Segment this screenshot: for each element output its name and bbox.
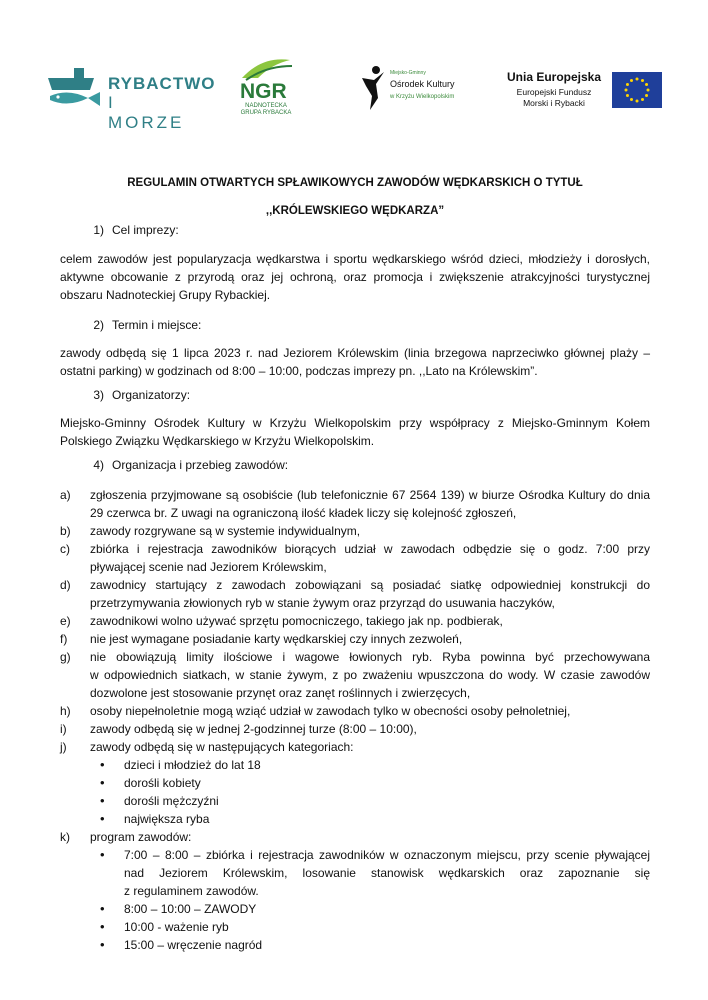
item-line: zawodnikowi wolno używać sprzętu pomocniczego, takiego jak np. podbierak, [90, 614, 503, 628]
eu-star [641, 98, 644, 101]
item-letter: b) [60, 524, 71, 538]
eu-fund-line1: Europejski Fundusz [516, 87, 592, 97]
section-heading-4 [86, 456, 288, 474]
list-item-i [60, 720, 650, 738]
section-heading-text: Cel imprezy: [112, 223, 179, 237]
section-heading-text: Organizatorzy: [112, 388, 191, 402]
ngr-text: NGR [240, 80, 287, 103]
item-line: dozwolone jest stosowanie przynęt oraz zanęt roślinnych i zwierzęcych, [90, 686, 471, 700]
eu-star [645, 94, 648, 97]
item-letter: g) [60, 650, 71, 664]
paragraph-line: celem zawodów jest popularyzacja wędkarstwa i sportu wędkarskiego wśród dzieci, młodzieży i dorosłych, [60, 252, 650, 266]
item-line: zbiórka i rejestracja zawodników biorących udział w zawodach odbędzie się o godz. 7:00 przy [90, 542, 650, 556]
eu-star [645, 83, 648, 86]
list-item-e [60, 612, 650, 630]
section-heading-text: Termin i miejsce: [112, 318, 202, 332]
section-number: 3) [93, 388, 104, 402]
item-line: zawody odbędą się w następujących kategoriach: [90, 740, 354, 754]
mgok-line1: Miejsko-Gminny [390, 70, 426, 76]
paragraph-line: Miejsko-Gminny Ośrodek Kultury w Krzyżu Wielkopolskim przy współpracy z Miejsko-Gminnym Kołem [60, 416, 650, 430]
item-line: zawody rozgrywane są w systemie indywidualnym, [90, 524, 361, 538]
item-line: zgłoszenia przyjmowane są osobiście (lub telefonicznie 67 2564 139) w biurze Ośrodka Kultury do dnia [90, 488, 650, 502]
program-bullet: • 10:00 - ważenie ryb [124, 918, 650, 936]
paragraph-line: obszaru Nadnoteckiej Grupy Rybackiej. [60, 288, 271, 302]
mgok-logo [358, 64, 458, 112]
item-letter: c) [60, 542, 70, 556]
program-bullet: • 8:00 – 10:00 – ZAWODY [124, 900, 650, 918]
list-item-k [60, 828, 650, 954]
item-letter: h) [60, 704, 71, 718]
item-line: pływającej scenie nad Jeziorem Królewskim, [90, 560, 327, 574]
item-letter: k) [60, 830, 70, 844]
eu-fund-text [502, 87, 606, 109]
ngr-sub-line2: GRUPA RYBACKA [240, 110, 292, 116]
item-letter: a) [60, 488, 71, 502]
fish-boat-icon [44, 66, 104, 114]
eu-title: Unia Europejska [506, 70, 602, 84]
eu-star [641, 79, 644, 82]
list-item-b [60, 522, 650, 540]
section-paragraph-3 [60, 414, 650, 450]
item-line: program zawodów: [90, 830, 192, 844]
list-item-j [60, 738, 650, 828]
organization-list [60, 486, 650, 954]
item-letter: f) [60, 632, 68, 646]
document-title-line1: REGULAMIN OTWARTYCH SPŁAWIKOWYCH ZAWODÓW WĘDKARSKICH O TYTUŁ [127, 177, 583, 189]
eu-star [647, 89, 650, 92]
item-line: zawody odbędą się w jednej 2-godzinnej turze (8:00 – 10:00), [90, 722, 417, 736]
bullet-dot: • [100, 847, 105, 862]
ngr-logo [232, 54, 300, 124]
category-bullet: • największa ryba [124, 810, 650, 828]
rybactwo-i-morze-logo [44, 66, 216, 132]
eu-fund-line2: Morski i Rybacki [523, 98, 585, 108]
i-morze-text: I MORZE [108, 93, 185, 132]
section-heading-text: Organizacja i przebieg zawodów: [112, 458, 289, 472]
item-letter: d) [60, 578, 71, 592]
section-heading-1 [86, 221, 179, 239]
ngr-sub-line1: NADNOTECKA [245, 103, 287, 109]
list-item-f [60, 630, 650, 648]
item-line: nie obowiązują limity ilościowe i wagowe łowionych ryb. Ryba powinna być przechowywana [90, 650, 650, 664]
mgok-line2: Ośrodek Kultury [390, 79, 455, 89]
section-number: 4) [93, 458, 104, 472]
item-line: 29 czerwca br. Z uwagi na ograniczoną ilość kładek liczy się kolejność zgłoszeń, [90, 506, 517, 520]
eu-star [636, 100, 639, 103]
section-number: 1) [93, 223, 104, 237]
section-paragraph-2 [60, 344, 650, 380]
item-line: osoby niepełnoletnie mogą wziąć udział w zawodach tylko w obecności osoby pełnoletniej, [90, 704, 571, 718]
eu-flag-icon [612, 72, 662, 108]
person-figure-icon [358, 64, 388, 112]
paragraph-line: Polskiego Związku Wędkarskiego w Krzyżu Wielkopolskim. [60, 434, 375, 448]
eu-star [630, 79, 633, 82]
ngr-subtitle [232, 103, 300, 117]
paragraph-line: zawody odbędą się 1 lipca 2023 r. nad Jeziorem Królewskim (linia brzegowa naprzeciwko głównej plaży – [60, 346, 650, 360]
list-item-c [60, 540, 650, 576]
paragraph-line: ostatni parking) w godzinach od 8:00 – 10:00, podczas imprezy pn. ,,Lato na Królewskim”. [60, 364, 538, 378]
program-line: nad Jeziorem Królewskim, losowanie stanowisk wędkarskich oraz zapoznanie się [124, 866, 650, 880]
item-letter: j) [60, 740, 67, 754]
eu-star [636, 78, 639, 81]
eu-star [630, 98, 633, 101]
item-line: w odpowiednich siatkach, w stanie żywym, z po zważeniu wpuszczona do wody. W czasie zawodów [90, 668, 650, 682]
list-item-a [60, 486, 650, 522]
list-item-d [60, 576, 650, 612]
logo-strip [0, 48, 708, 132]
program-line: z regulaminem zawodów. [124, 884, 259, 898]
item-line: zawodnicy startujący z zawodach zobowiązani są posiadać siatkę odpowiedniej konstrukcji do [90, 578, 650, 592]
eu-star [626, 83, 629, 86]
category-bullet: • dorośli mężczyźni [124, 792, 650, 810]
paragraph-line: aktywne obcowanie z przyrodą oraz jej ochroną, oraz promocja i zwiększenie atrakcyjności turystycznej [60, 270, 650, 284]
item-line: nie jest wymagane posiadanie karty wędkarskiej czy innych zezwoleń, [90, 632, 463, 646]
section-paragraph-1 [60, 250, 650, 304]
item-letter: e) [60, 614, 71, 628]
rybactwo-text: RYBACTWO [108, 74, 216, 93]
list-item-h [60, 702, 650, 720]
item-line: przetrzymywania złowionych ryb w stanie żywym oraz przyrząd do usuwania haczyków, [90, 596, 555, 610]
section-heading-2 [86, 316, 201, 334]
category-bullet: • dorośli kobiety [124, 774, 650, 792]
program-bullet [100, 846, 650, 900]
item-letter: i) [60, 722, 67, 736]
eu-star [626, 94, 629, 97]
mgok-line3: w Krzyżu Wielkopolskim [390, 94, 455, 100]
program-line: 7:00 – 8:00 – zbiórka i rejestracja zawodników w oznaczonym miejscu, przy scenie pływającej [124, 848, 650, 862]
document-title-line2: ,,KRÓLEWSKIEGO WĘDKARZA” [265, 205, 445, 217]
section-number: 2) [93, 318, 104, 332]
category-bullet: • dzieci i młodzież do lat 18 [124, 756, 650, 774]
program-bullet: • 15:00 – wręczenie nagród [124, 936, 650, 954]
eu-logo [502, 70, 662, 114]
eu-star [625, 89, 628, 92]
section-heading-3 [86, 386, 190, 404]
list-item-g [60, 648, 650, 702]
